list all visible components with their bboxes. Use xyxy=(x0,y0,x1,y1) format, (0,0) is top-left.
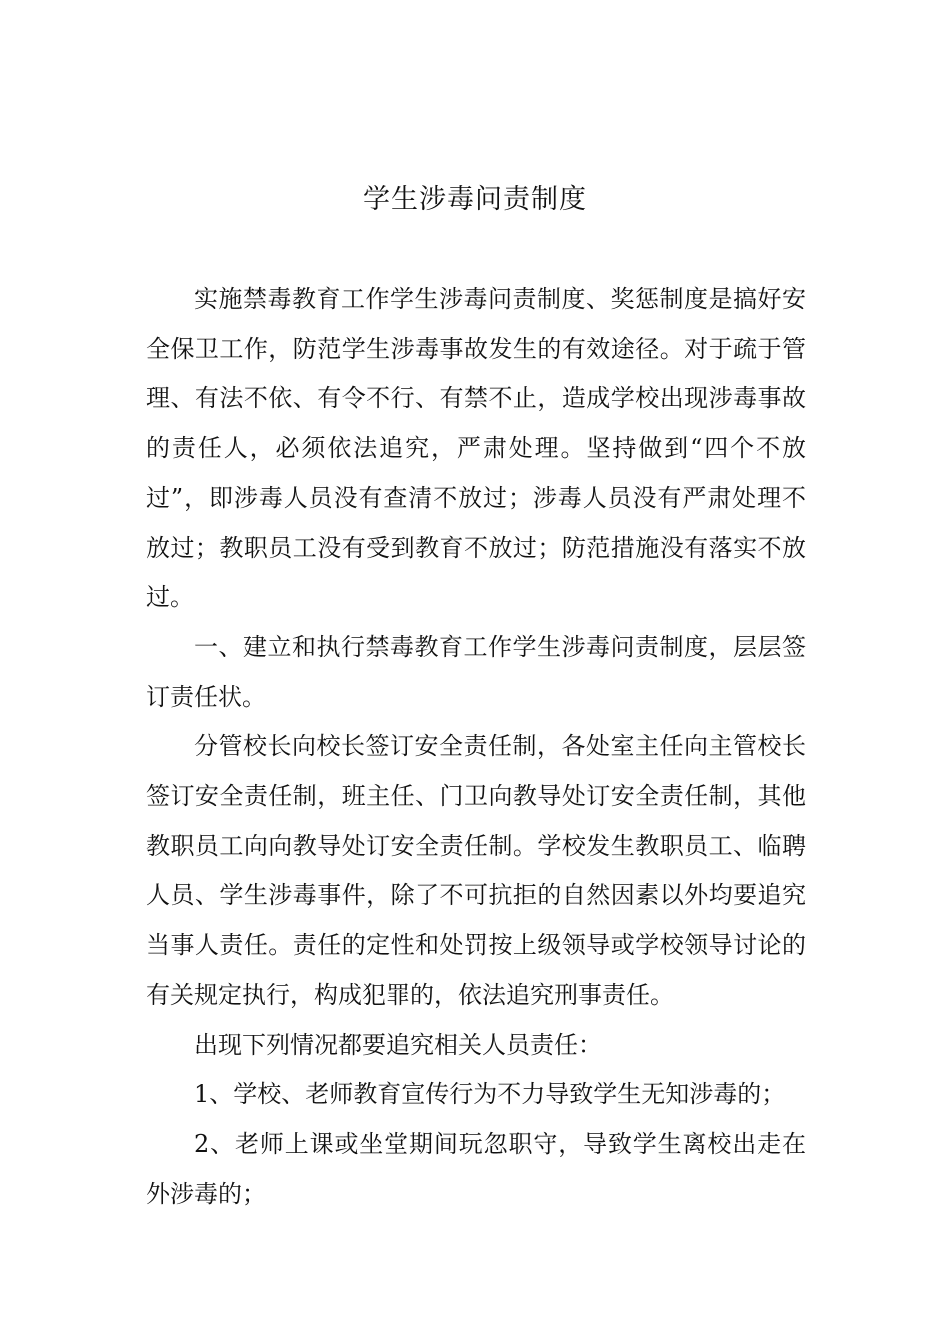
paragraph-responsibility: 分管校长向校长签订安全责任制，各处室主任向主管校长签订安全责任制，班主任、门卫向教导处订安全责任制，其他教职员工向向教导处订安全责任制。学校发生教职员工、临聘人员、学生涉毒事件，除了不可抗拒的自然因素以外均要追究当事人责任。责任的定性和处罚按上级领导或学校领导讨论的有关规定执行，构成犯罪的，依法追究刑事责任。 xyxy=(146,732,806,1009)
paragraph-intro: 实施禁毒教育工作学生涉毒问责制度、奖惩制度是搞好安全保卫工作，防范学生涉毒事故发生的有效途径。对于疏于管理、有法不依、有令不行、有禁不止，造成学校出现涉毒事故的责任人，必须依法追究，严肃处理。坚持做到“四个不放过”，即涉毒人员没有查清不放过；涉毒人员没有严肃处理不放过；教职员工没有受到教育不放过；防范措施没有落实不放过。 xyxy=(146,285,806,612)
paragraph-item-1: 1、学校、老师教育宣传行为不力导致学生无知涉毒的； xyxy=(194,1080,786,1109)
paragraph-section-one: 一、建立和执行禁毒教育工作学生涉毒问责制度，层层签订责任状。 xyxy=(146,632,806,711)
document-title: 学生涉毒问责制度 xyxy=(363,184,587,215)
document-body xyxy=(146,275,806,1219)
paragraph-conditions-heading: 出现下列情况都要追究相关人员责任： xyxy=(194,1030,602,1059)
paragraph-item-2: 2、老师上课或坐堂期间玩忽职守，导致学生离校出走在外涉毒的； xyxy=(146,1129,806,1208)
